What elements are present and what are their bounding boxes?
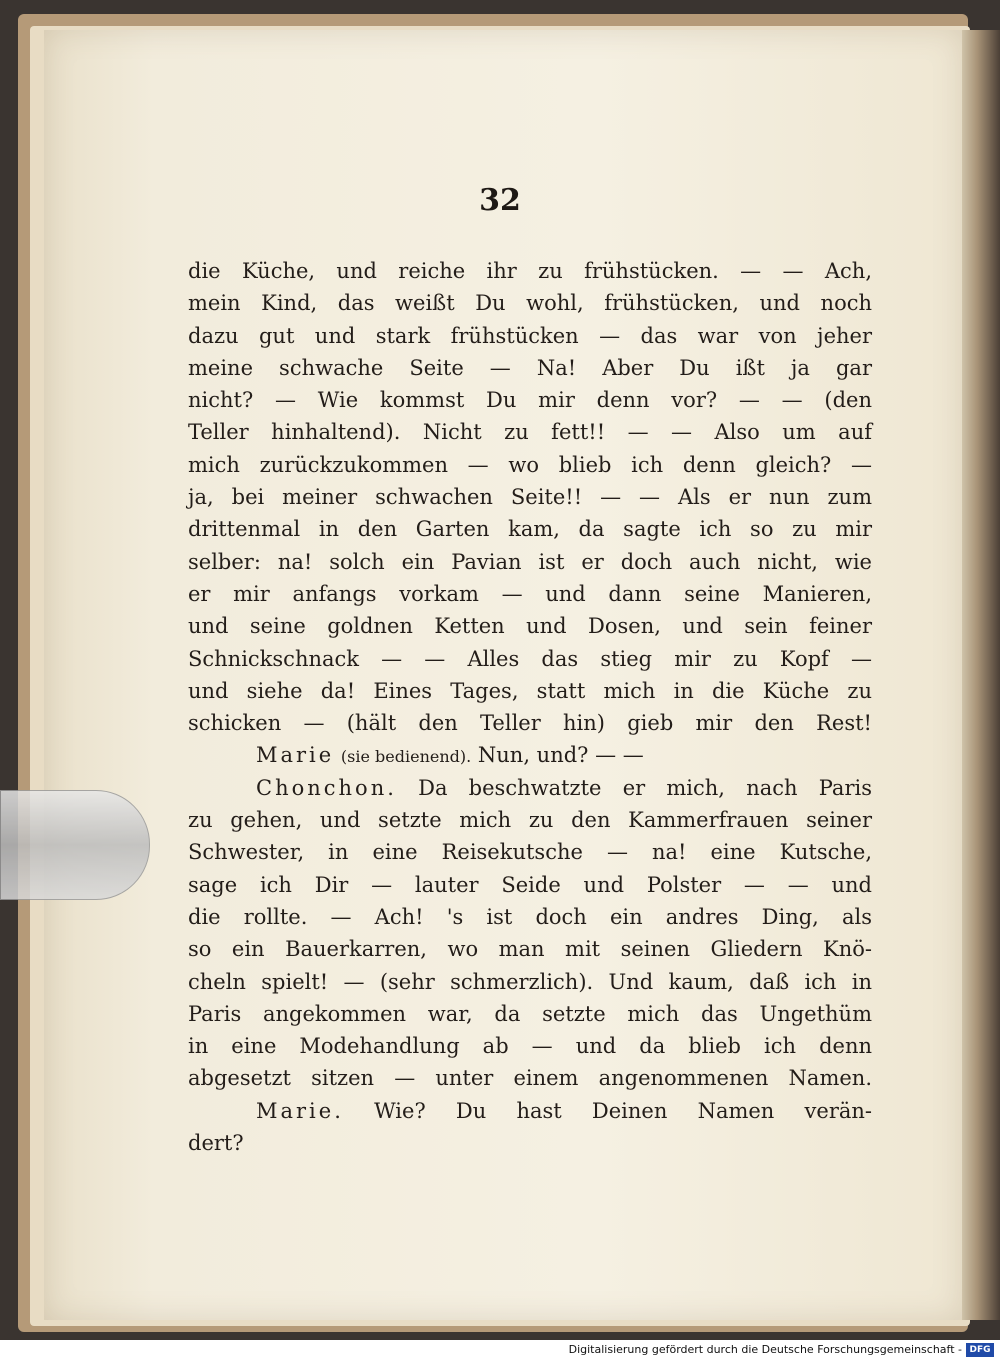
text-line: Schnickschnack — — Alles das stieg mir zu Kopf — <box>188 646 872 671</box>
text-line: und siehe da! Eines Tages, statt mich in die Küche zu <box>188 678 872 703</box>
text-line: drittenmal in den Garten kam, da sagte ich so zu mir <box>188 517 872 542</box>
body-text <box>188 255 872 1159</box>
page-number: 32 <box>479 183 521 218</box>
speaker-name: Marie <box>256 743 335 768</box>
text-line: zu gehen, und setzte mich zu den Kammerfrauen seiner <box>188 808 872 833</box>
text-line: dert? <box>188 1131 244 1156</box>
text-line: selber: na! solch ein Pavian ist er doch auch nicht, wie <box>188 549 872 574</box>
dialogue-line-chonchon <box>188 772 872 804</box>
book-binding <box>962 30 1000 1320</box>
dialogue-line-marie <box>188 739 872 771</box>
text-line: cheln spielt! — (sehr schmerzlich). Und kaum, daß ich in <box>188 969 872 994</box>
dialogue-text: Nun, und? — — <box>477 743 644 768</box>
text-line: abgesetzt sitzen — unter einem angenommenen Namen. <box>188 1066 872 1091</box>
dialogue-text: Wie? Du hast Deinen Namen verän- <box>374 1098 872 1123</box>
stage-direction: (sie bedienend). <box>340 747 472 767</box>
text-line: er mir anfangs vorkam — und dann seine Manieren, <box>188 581 872 606</box>
text-line: Schwester, in eine Reisekutsche — na! eine Kutsche, <box>188 840 872 865</box>
text-line: und seine goldnen Ketten und Dosen, und sein feiner <box>188 614 872 639</box>
text-line: schicken — (hält den Teller hin) gieb mir den Rest! <box>188 711 872 736</box>
text-line: Paris angekommen war, da setzte mich das Ungethüm <box>188 1001 872 1026</box>
text-line: in eine Modehandlung ab — und da blieb ich denn <box>188 1034 872 1059</box>
page-clip <box>0 790 150 900</box>
text-line: mein Kind, das weißt Du wohl, frühstücken, und noch <box>188 291 872 316</box>
funding-notice: Digitalisierung gefördert durch die Deutsche Forschungsgemeinschaft - <box>568 1343 962 1356</box>
speaker-name: Marie. <box>256 1098 344 1123</box>
dfg-logo-icon: DFG <box>966 1343 994 1357</box>
dialogue-line-marie <box>188 1095 872 1127</box>
text-line: so ein Bauerkarren, wo man mit seinen Gliedern Knö- <box>188 937 872 962</box>
footer-bar <box>0 1340 1000 1361</box>
text-line: dazu gut und stark frühstücken — das war von jeher <box>188 323 872 348</box>
text-line: mich zurückzukommen — wo blieb ich denn gleich? — <box>188 452 872 477</box>
text-line: die Küche, und reiche ihr zu frühstücken. — — Ach, <box>188 259 872 283</box>
text-line: meine schwache Seite — Na! Aber Du ißt ja gar <box>188 355 872 380</box>
text-line: die rollte. — Ach! 's ist doch ein andres Ding, als <box>188 904 872 929</box>
speaker-name: Chonchon. <box>256 775 397 800</box>
text-line: sage ich Dir — lauter Seide und Polster — — und <box>188 872 872 897</box>
text-line: Teller hinhaltend). Nicht zu fett!! — — Also um auf <box>188 420 872 445</box>
text-line: nicht? — Wie kommst Du mir denn vor? — — (den <box>188 388 872 413</box>
dialogue-text: Da beschwatzte er mich, nach Paris <box>418 775 872 800</box>
text-line: ja, bei meiner schwachen Seite!! — — Als er nun zum <box>188 485 872 510</box>
